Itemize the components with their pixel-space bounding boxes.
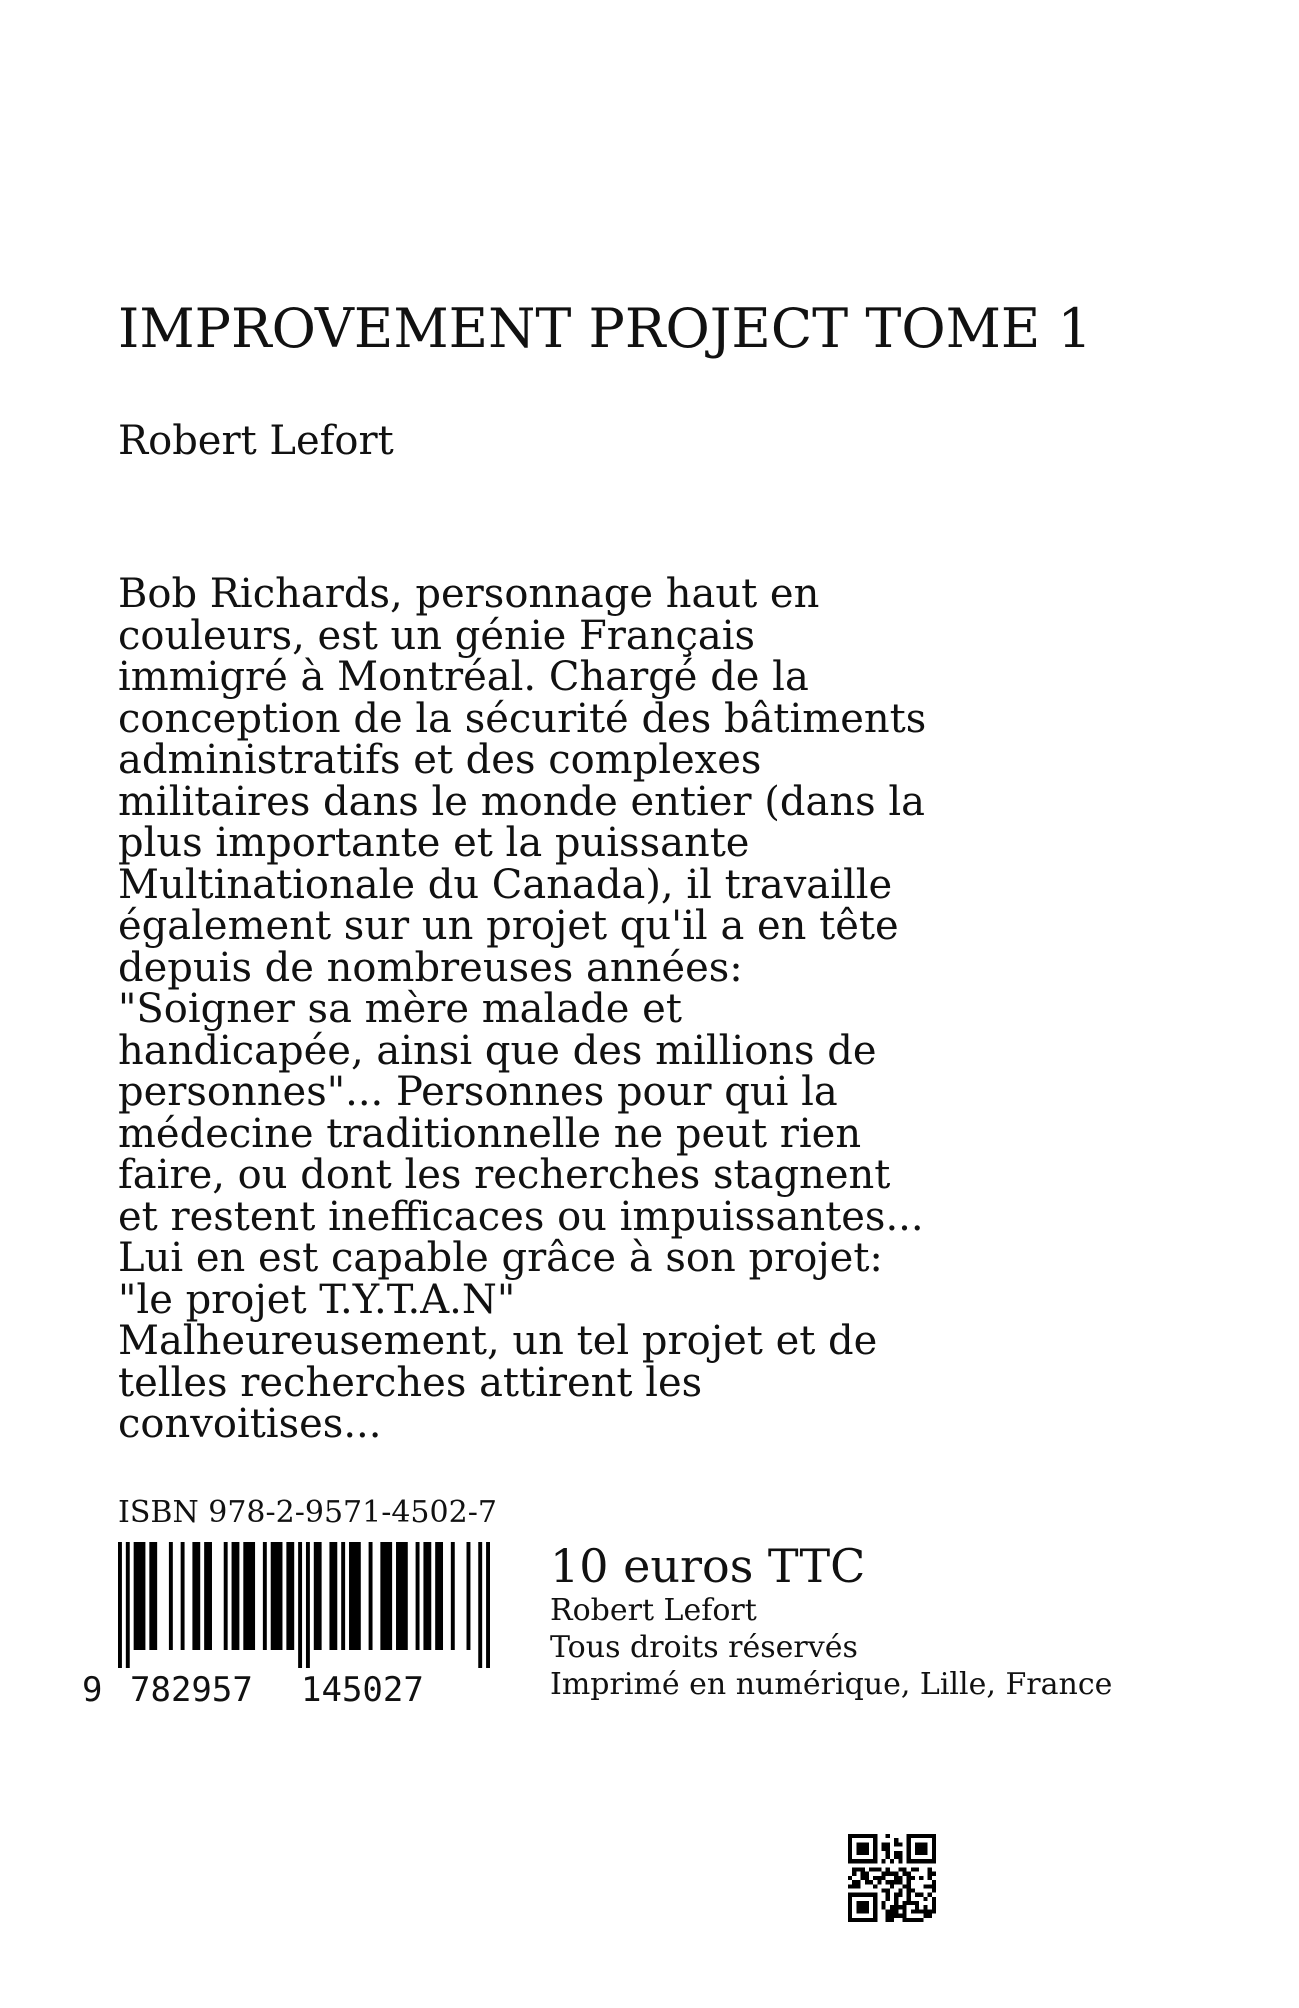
summary-line: plus importante et la puissante	[118, 820, 750, 866]
isbn-label: ISBN 978-2-9571-4502-7	[118, 1495, 497, 1530]
barcode-bar	[423, 1542, 431, 1650]
publication-info	[550, 1540, 1112, 1703]
barcode-left-digits: 782957	[130, 1670, 253, 1710]
barcode-bar	[380, 1542, 392, 1650]
barcode-guard-bar	[306, 1542, 310, 1668]
barcode-guard-bar	[298, 1542, 302, 1668]
barcode-bar	[204, 1542, 212, 1650]
summary-line: et restent inefficaces ou impuissantes...	[118, 1193, 924, 1240]
barcode-digits	[0, 1670, 500, 1716]
barcode-bar	[416, 1542, 420, 1650]
barcode-bar	[451, 1542, 455, 1650]
barcode-bar	[181, 1542, 185, 1650]
summary-line: Malheureusement, un tel projet et de	[118, 1318, 878, 1364]
summary-line: administratifs et des complexes	[118, 737, 762, 783]
author-name: Robert Lefort	[118, 418, 394, 464]
summary-line: "le projet T.Y.T.A.N"	[118, 1276, 516, 1323]
summary-line: militaires dans le monde entier (dans la	[118, 778, 925, 825]
summary-line: couleurs, est un génie Français	[118, 612, 756, 659]
barcode-guard-bar	[478, 1542, 482, 1668]
print-location: Imprimé en numérique, Lille, France	[550, 1667, 1113, 1702]
barcode-bar	[271, 1542, 283, 1650]
barcode-bar	[435, 1542, 443, 1650]
back-cover-summary	[118, 571, 998, 1447]
barcode-bar	[349, 1542, 361, 1650]
summary-line: Bob Richards, personnage haut en	[118, 571, 820, 617]
barcode-bar	[369, 1542, 373, 1650]
summary-line: faire, ou dont les recherches stagnent	[118, 1152, 891, 1198]
summary-line: conception de la sécurité des bâtiments	[118, 695, 927, 742]
barcode-bar	[134, 1542, 146, 1650]
barcode-bar	[263, 1542, 267, 1650]
barcode-guard-bar	[118, 1542, 122, 1668]
barcode-bar	[224, 1542, 228, 1650]
barcode-bar	[149, 1542, 157, 1650]
qr-code	[848, 1834, 936, 1922]
barcode-bar	[329, 1542, 337, 1650]
barcode-bar	[396, 1542, 408, 1650]
summary-line: immigré à Montréal. Chargé de la	[118, 654, 809, 700]
barcode-bar	[341, 1542, 345, 1650]
barcode-bar	[192, 1542, 200, 1650]
publisher-author: Robert Lefort	[550, 1593, 757, 1628]
summary-line: personnes"... Personnes pour qui la	[118, 1069, 838, 1115]
barcode-bar	[232, 1542, 240, 1650]
barcode-bar	[243, 1542, 255, 1650]
summary-line: Multinationale du Canada), il travaille	[118, 861, 893, 908]
summary-line: médecine traditionnelle ne peut rien	[118, 1110, 862, 1157]
summary-line: Lui en est capable grâce à son projet:	[118, 1235, 883, 1281]
barcode-bar	[286, 1542, 294, 1650]
barcode-bar	[169, 1542, 173, 1650]
price-label: 10 euros TTC	[550, 1539, 866, 1593]
barcode-guard-bar	[486, 1542, 490, 1668]
barcode-bar	[467, 1542, 471, 1650]
summary-line: telles recherches attirent les	[118, 1359, 703, 1406]
summary-line: "Soigner sa mère malade et	[118, 986, 682, 1032]
summary-line: également sur un projet qu'il a en tête	[118, 903, 899, 949]
ean13-barcode	[118, 1542, 490, 1668]
rights-notice: Tous droits réservés	[550, 1630, 858, 1665]
summary-line: handicapée, ainsi que des millions de	[118, 1027, 877, 1074]
barcode-bar	[314, 1542, 322, 1650]
barcode-guard-bar	[126, 1542, 130, 1668]
barcode-right-digits: 145027	[301, 1670, 424, 1710]
barcode-first-digit: 9	[82, 1670, 103, 1710]
summary-line: convoitises...	[118, 1401, 382, 1447]
book-title: IMPROVEMENT PROJECT TOME 1	[118, 297, 1092, 360]
summary-line: depuis de nombreuses années:	[118, 944, 743, 991]
